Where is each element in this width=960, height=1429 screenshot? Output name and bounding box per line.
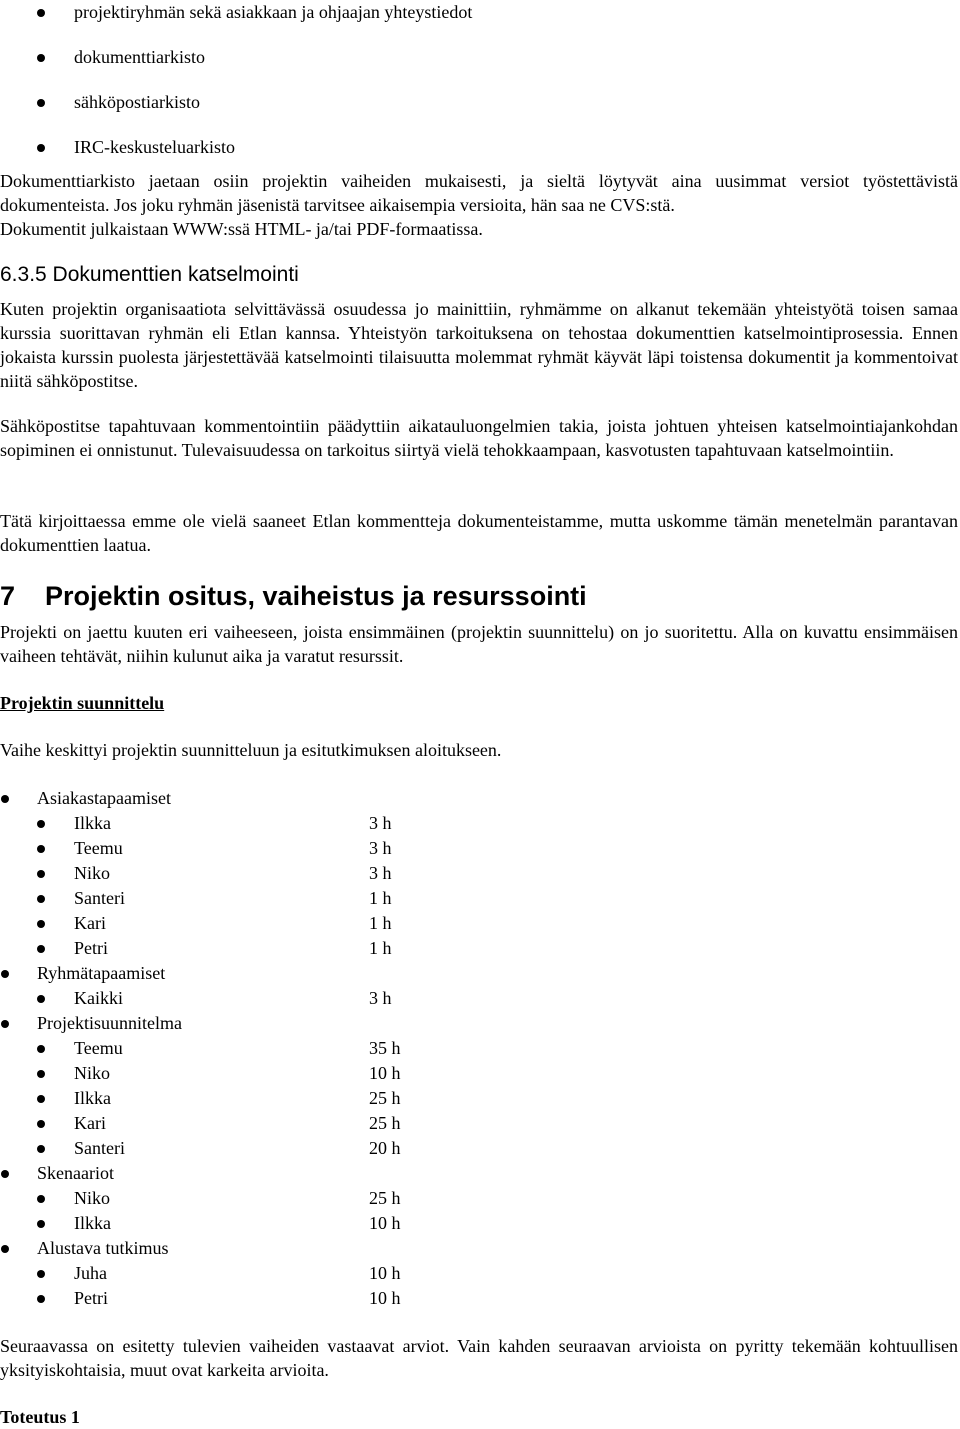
person-hours: 1 h bbox=[369, 938, 392, 958]
person-name: Santeri bbox=[74, 888, 125, 908]
bullet-icon bbox=[1, 1170, 9, 1178]
task-item bbox=[0, 961, 960, 986]
person-row bbox=[0, 1186, 960, 1211]
person-row bbox=[0, 836, 960, 861]
person-hours: 3 h bbox=[369, 988, 392, 1008]
bullet-icon bbox=[37, 920, 45, 928]
task-item bbox=[0, 1161, 960, 1186]
bullet-icon bbox=[37, 1095, 45, 1103]
person-name: Kari bbox=[74, 913, 106, 933]
subheading-project-planning: Projektin suunnittelu bbox=[0, 693, 165, 713]
person-name: Niko bbox=[74, 863, 110, 883]
person-hours: 25 h bbox=[369, 1188, 401, 1208]
person-row bbox=[0, 886, 960, 911]
bullet-icon bbox=[1, 1020, 9, 1028]
person-name: Kari bbox=[74, 1113, 106, 1133]
list-item bbox=[0, 0, 960, 25]
bullet-icon bbox=[1, 795, 9, 803]
person-hours: 10 h bbox=[369, 1288, 401, 1308]
bullet-icon bbox=[1, 1245, 9, 1253]
bullet-icon bbox=[37, 99, 45, 107]
paragraph-phase-description: Vaihe keskittyi projektin suunnitteluun ja esitutkimuksen aloitukseen. bbox=[0, 740, 502, 760]
person-hours: 25 h bbox=[369, 1113, 401, 1133]
bullet-icon bbox=[1, 970, 9, 978]
person-hours: 3 h bbox=[369, 813, 392, 833]
section-number: 7 bbox=[0, 581, 16, 611]
bullet-icon bbox=[37, 1045, 45, 1053]
bullet-icon bbox=[37, 820, 45, 828]
task-item bbox=[0, 1011, 960, 1036]
person-row bbox=[0, 811, 960, 836]
bullet-icon bbox=[37, 895, 45, 903]
bullet-icon bbox=[37, 870, 45, 878]
task-name: Projektisuunnitelma bbox=[37, 1013, 182, 1033]
task-name: Ryhmätapaamiset bbox=[37, 963, 166, 983]
person-name: Juha bbox=[74, 1263, 107, 1283]
person-row bbox=[0, 1036, 960, 1061]
person-hours: 10 h bbox=[369, 1213, 401, 1233]
paragraph-review-1: Kuten projektin organisaatiota selvittävässä osuudessa jo mainittiin, ryhmämme on alkanut tekemään yhteistyötä toisen samaa kurssia suorittavan ryhmän eli Etlan kannsa. Yhteistyön tarkoituksena on tehostaa dokumenttien katselmointiprosessia. Ennen jokaista kurssin puolesta järjestettävää katselmointi tilaisuutta molemmat ryhmät käyvät läpi toistensa dokumentit ja kommentoivat niitä sähköpostitse. bbox=[0, 299, 958, 391]
person-row bbox=[0, 1086, 960, 1111]
person-row bbox=[0, 1211, 960, 1236]
person-name: Santeri bbox=[74, 1138, 125, 1158]
section-heading-7 bbox=[0, 580, 587, 612]
person-row bbox=[0, 986, 960, 1011]
person-name: Ilkka bbox=[74, 1213, 111, 1233]
person-hours: 25 h bbox=[369, 1088, 401, 1108]
bullet-icon bbox=[37, 1195, 45, 1203]
person-name: Niko bbox=[74, 1063, 110, 1083]
list-item bbox=[0, 45, 960, 70]
person-hours: 3 h bbox=[369, 863, 392, 883]
bullet-icon bbox=[37, 54, 45, 62]
person-name: Niko bbox=[74, 1188, 110, 1208]
person-row bbox=[0, 1261, 960, 1286]
person-name: Teemu bbox=[74, 1038, 123, 1058]
bullet-icon bbox=[37, 1270, 45, 1278]
person-hours: 1 h bbox=[369, 888, 392, 908]
person-name: Teemu bbox=[74, 838, 123, 858]
task-name: Skenaariot bbox=[37, 1163, 114, 1183]
list-item-text: dokumenttiarkisto bbox=[74, 47, 205, 67]
person-row bbox=[0, 911, 960, 936]
bullet-icon bbox=[37, 945, 45, 953]
paragraph-archive: Dokumenttiarkisto jaetaan osiin projektin vaiheiden mukaisesti, ja sieltä löytyvät aina uusimmat versiot työstettävistä dokumenteista. Jos joku ryhmän jäsenistä tarvitsee aikaisempia versioita, hän saa ne CVS:stä. bbox=[0, 171, 958, 215]
section-heading-6-3-5: 6.3.5 Dokumenttien katselmointi bbox=[0, 263, 299, 286]
bullet-icon bbox=[37, 1070, 45, 1078]
list-item bbox=[0, 90, 960, 115]
person-hours: 20 h bbox=[369, 1138, 401, 1158]
paragraph-review-3: Tätä kirjoittaessa emme ole vielä saaneet Etlan kommentteja dokumenteistamme, mutta uskomme tämän menetelmän parantavan dokumenttien laatua. bbox=[0, 511, 958, 555]
bullet-icon bbox=[37, 1295, 45, 1303]
paragraph-next-phases: Seuraavassa on esitetty tulevien vaiheiden vastaavat arviot. Vain kahden seuraavan arvioista on pyritty tekemään kohtuullisen yksityiskohtaisia, muut ovat karkeita arvioita. bbox=[0, 1336, 958, 1380]
person-hours: 10 h bbox=[369, 1063, 401, 1083]
task-item bbox=[0, 1236, 960, 1261]
person-name: Ilkka bbox=[74, 813, 111, 833]
bullet-icon bbox=[37, 9, 45, 17]
person-hours: 1 h bbox=[369, 913, 392, 933]
person-row bbox=[0, 1061, 960, 1086]
paragraph-phase-intro: Projekti on jaettu kuuten eri vaiheeseen, joista ensimmäinen (projektin suunnittelu) on jo suoritettu. Alla on kuvattu ensimmäisen vaiheen tehtävät, niihin kulunut aika ja varatut resurssit. bbox=[0, 622, 958, 666]
subheading-implementation-1: Toteutus 1 bbox=[0, 1407, 80, 1427]
task-name: Alustava tutkimus bbox=[37, 1238, 169, 1258]
bullet-icon bbox=[37, 1220, 45, 1228]
bullet-icon bbox=[37, 995, 45, 1003]
list-item-text: projektiryhmän sekä asiakkaan ja ohjaajan yhteystiedot bbox=[74, 2, 473, 22]
person-row bbox=[0, 1136, 960, 1161]
task-item bbox=[0, 786, 960, 811]
person-name: Kaikki bbox=[74, 988, 123, 1008]
person-row bbox=[0, 861, 960, 886]
section-title: Projektin ositus, vaiheistus ja resurssointi bbox=[45, 581, 587, 611]
bullet-icon bbox=[37, 1120, 45, 1128]
list-item bbox=[0, 135, 960, 160]
person-row bbox=[0, 1111, 960, 1136]
paragraph-archive-last: Dokumentit julkaistaan WWW:ssä HTML- ja/tai PDF-formaatissa. bbox=[0, 219, 483, 239]
person-row bbox=[0, 1286, 960, 1311]
person-name: Petri bbox=[74, 1288, 108, 1308]
paragraph-review-2: Sähköpostitse tapahtuvaan kommentointiin päädyttiin aikatauluongelmien takia, joista johtuen yhteisen katselmointiajankohdan sopiminen ei onnistunut. Tulevaisuudessa on tarkoitus siirtyä vielä tehokkaampaan, kasvotusten tapahtuvaan katselmointiin. bbox=[0, 416, 958, 460]
list-item-text: IRC-keskusteluarkisto bbox=[74, 137, 235, 157]
person-name: Petri bbox=[74, 938, 108, 958]
bullet-icon bbox=[37, 1145, 45, 1153]
person-name: Ilkka bbox=[74, 1088, 111, 1108]
list-item-text: sähköpostiarkisto bbox=[74, 92, 200, 112]
person-hours: 3 h bbox=[369, 838, 392, 858]
person-hours: 35 h bbox=[369, 1038, 401, 1058]
bullet-icon bbox=[37, 845, 45, 853]
person-row bbox=[0, 936, 960, 961]
bullet-icon bbox=[37, 144, 45, 152]
task-name: Asiakastapaamiset bbox=[37, 788, 171, 808]
person-hours: 10 h bbox=[369, 1263, 401, 1283]
